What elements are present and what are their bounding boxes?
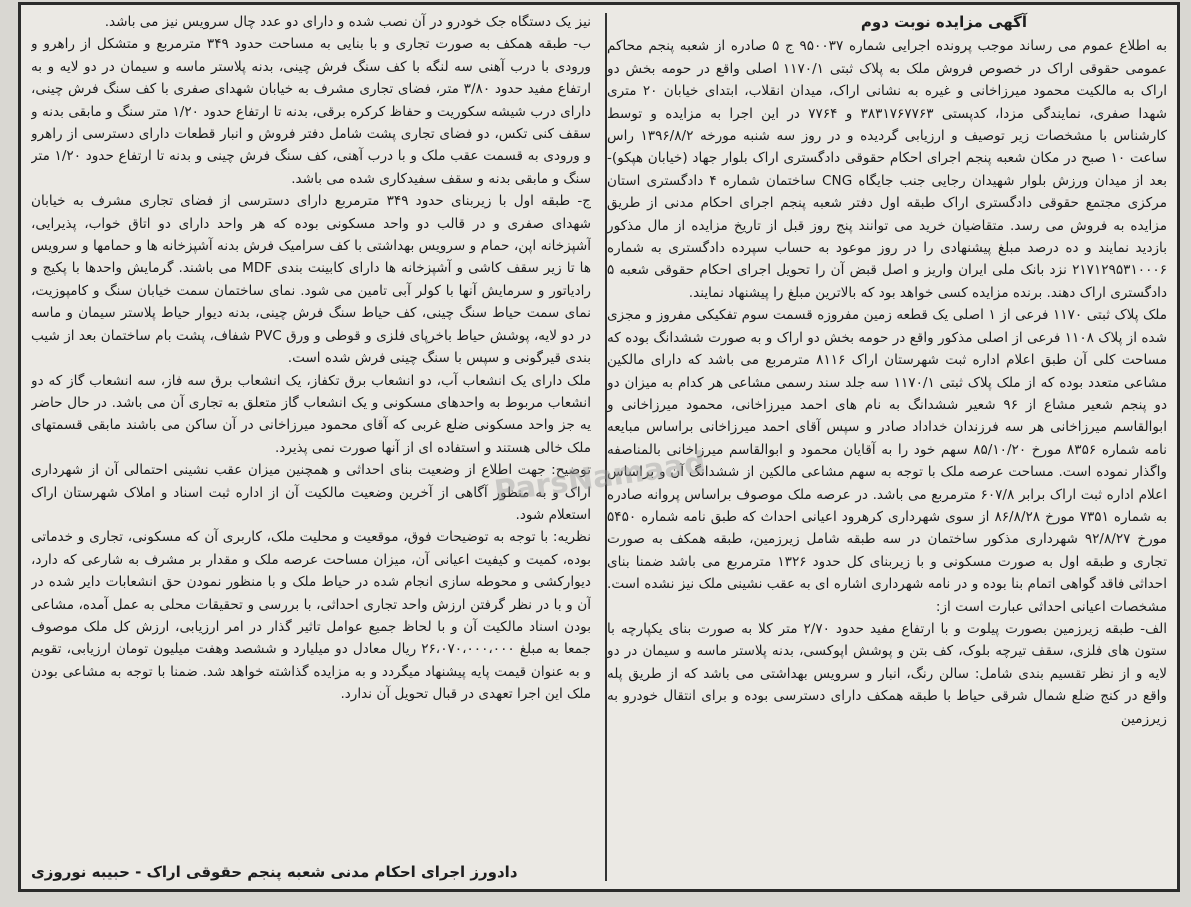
right-column [607,11,1167,883]
paragraph-continued: نیز یک دستگاه جک خودرو در آن نصب شده و دارای دو عدد چال سرویس نیز می باشد. [104,14,591,30]
paragraph-intro: به اطلاع عموم می رساند موجب پرونده اجرایی شماره ۹۵۰۰۳۷ ج ۵ صادره از شعبه پنجم محاکم عمومی حقوقی اراک در خصوص فروش ملک به پلاک ثبتی ۱۱۷۰/۱ اصلی واقع در حومه بخش دو اراک به مالکیت محمود میرزاخانی و غیره به نشانی اراک، میدان انقلاب، ابتدای خیابان ۲۰ متری شهدا صفری، نمایندگی مزدا، کدپستی ۳۸۳۱۷۶۷۷۶۳ و ۷۷۶۴ در این اجرا به مزایده و توسط کارشناس با مشخصات زیر توصیف و ارزیابی گردیده و در روز سه شنبه مورخه ۱۳۹۶/۸/۲ راس ساعت ۱۰ صبح در مکان شعبه پنجم اجرای احکام حقوقی دادگستری اراک بلوار جهاد (خیابان هپکو)- بعد از میدان ورزش بلوار شهیدان رجایی جنب جایگاه CNG ساختمان شماره ۴ دادگستری استان مرکزی مجتمع حقوقی دادگستری اراک طبقه اول دفتر شعبه پنجم اجرای احکام مدنی از طریق مزایده به فروش می رسد. متقاضیان خرید می توانند پنج روز قبل از تاریخ مزایده از مال مذکور بازدید نمایند و ده درصد مبلغ پیشنهادی را در روز موعود به حساب سپرده دادگستری به شماره ۲۱۷۱۲۹۵۳۱۰۰۰۶ نزد بانک ملی ایران واریز و اصل قبض آن را تحویل اجرای احکام حقوقی شعبه ۵ دادگستری اراک دهند. برنده مزایده کسی خواهد بود که بالاترین مبلغ را پیشنهاد نمایند. [607,38,1167,301]
paragraph-firstfloor: ج- طبقه اول با زیربنای حدود ۳۴۹ مترمربع دارای دسترسی از فضای تجاری مشرف به خیابان شهدای صفری و در قالب دو واحد مسکونی بوده که هر واحد دارای دو اتاق خواب، پذیرایی، آشپزخانه اپن، حمام و سرویس بهداشتی با کف سرامیک فرش بدنه آشپزخانه ها و حمامها و سرویس ها تا زیر سقف کاشی و آشپزخانه ها دارای کابینت بندی MDF می باشند. گرمایش واحدها با پکیج و رادیاتور و سرمایش آنها با کولر آبی تامین می شود. نمای ساختمان سمت خیابان سنگ و کامپوزیت، نمای سمت حیاط سنگ چینی، کف حیاط سنگ فرش چینی، بدنه دیوار حیاط پلاستر سیمان و ماسه در دو لایه، پوشش حیاط باخرپای فلزی و قوطی و ورق PVC شفاف، پشت بام ساختمان بعد از شیب بندی قیرگونی و سپس با سنگ چینی فرش شده است. [31,193,591,367]
paragraph-property: ملک پلاک ثبتی ۱۱۷۰ فرعی از ۱ اصلی یک قطعه زمین مفروزه قسمت سوم تفکیکی مفروز و مجزی شده از پلاک ۱۱۰۸ فرعی از اصلی مذکور واقع در حومه بخش دو اراک و به صورت ششدانگ بوده که مساحت کلی آن طبق اعلام اداره ثبت شهرستان اراک ۸۱۱۶ مترمربع می باشد که دارای مالکین مشاعی متعدد بوده که از ملک پلاک ثبتی ۱۱۷۰/۱ سه جلد سند رسمی مشاعی هر کدام به میزان دو دو پنجم شعیر مشاع از ۹۶ شعیر ششدانگ به نام های احمد میرزاخانی، محمود میرزاخانی و ابوالقاسم میرزاخانی هر سه فرزندان خداداد صادر و سپس آقای احمد میرزاخانی براساس مبایعه نامه شماره ۸۳۵۶ مورخ ۸۵/۱۰/۲۰ سهم خود را به آقایان محمود و ابوالقاسم میرزاخانی بالمناصفه واگذار نموده است. مساحت عرصه ملک با توجه به سهم مشاعی مالکین از ششدانگ آن و براساس اعلام اداره ثبت اراک برابر ۶۰۷/۸ مترمربع می باشد. در عرصه ملک موصوف براساس پروانه صادره به شماره ۷۳۵۱ مورخ ۸۶/۸/۲۸ از سوی شهرداری کرهرود اعیانی احداث که طبق نامه شماره ۵۴۵۰ مورخ ۹۲/۸/۲۷ شهرداری مذکور ساختمان در سه طبقه شامل زیرزمین، طبقه همکف به صورت تجاری و طبقه اول به صورت مسکونی و با زیربنای کل حدود ۱۳۲۶ مترمربع می باشد ضمنا بنای احداثی فاقد گواهی اتمام بنا بوده و در نامه شهرداری اشاره ای به عقب نشینی ملک نیز نشده است. مشخصات اعیانی احداثی عبارت است از: [607,307,1167,615]
watermark: ParsNamaad [492,445,708,510]
paragraph-utilities: ملک دارای یک انشعاب آب، دو انشعاب برق تکفاز، یک انشعاب برق سه فاز، سه انشعاب گاز که دو انشعاب مربوط به واحدهای مسکونی و یک انشعاب گاز متعلق به تجاری آن می باشد. در حال حاضر یه جز واحد مسکونی ضلع غربی که آقای محمود میرزاخانی در آن ساکن می باشند مابقی قسمتهای ملک خالی هستند و استفاده ای از آنها صورت نمی پذیرد. [31,372,591,456]
notice-title: آگهی مزایده نوبت دوم [860,13,1027,31]
paragraph-opinion: نظریه: با توجه به توضیحات فوق، موقعیت و محلیت ملک، کاربری آن که مسکونی، تجاری و خدماتی بوده، کمیت و کیفیت اعیانی آن، میزان مساحت عرصه ملک و مقدار بر مشرف به شارعی که دارد، دیوارکشی و محوطه سازی انجام شده در حیاط ملک و با منظور نمودن حق انشعابات دایر شده در آن و با در نظر گرفتن ارزش واحد تجاری احداثی، با بررسی و تحقیقات محلی به عمل آمده، مشاعی بودن اسناد مالکیت آن و با لحاظ جمیع عوامل تاثیر گذار در امر ارزیابی، ارزش کل ملک موصوف جمعا به مبلغ ۲۶،۰۷۰،۰۰۰،۰۰۰ ریال معادل دو میلیارد و ششصد وهفت میلیون تومان ارزیابی، تقویم و به عنوان قیمت پایه پیشنهاد میگردد و به مزایده گذاشته خواهد شد. ضمنا با توجه به مشاعی بودن ملک این اجرا تعهدی در قبال تحویل آن ندارد. [31,529,591,703]
signature-line: دادورز اجرای احکام مدنی شعبه پنجم حقوقی اراک - حبیبه نوروزی [31,862,518,881]
newspaper-clipping [18,2,1180,892]
paragraph-note: توضیح: جهت اطلاع از وضعیت بنای احداثی و همچنین میزان عقب نشینی احتمالی آن از شهرداری اراک و به منظور آگاهی از آخرین وضعیت مالکیت آن از اداره ثبت اسناد و املاک شهرستان اراک استعلام شود. [31,462,591,523]
left-column [31,11,591,883]
paragraph-basement: الف- طبقه زیرزمین بصورت پیلوت و با ارتفاع مفید حدود ۲/۷۰ متر کلا به صورت بنای یکپارچه با ستون های فلزی، سقف تیرچه بلوک، کف بتن و پوشش اپوکسی، بدنه پلاستر ماسه و سیمان در دو لایه و از نظر تقسیم بندی شامل: سالن رنگ، انبار و سرویس بهداشتی می باشد که از طریق پله واقع در کنج ضلع شمال شرقی حیاط با طبقه همکف دارای دسترسی بوده و برای انتقال خودرو به زیرزمین [607,620,1167,727]
paragraph-groundfloor: ب- طبقه همکف به صورت تجاری و با بنایی به مساحت حدود ۳۴۹ مترمربع و متشکل از راهرو و ورودی با درب آهنی سه لنگه با کف سنگ فرش چینی، بدنه پلاستر ماسه و سیمان در دو لایه و به ارتفاع مفید حدود ۳/۸۰ متر، فضای تجاری مشرف به خیابان شهدای صفری با کف سنگ فرش چینی، دارای درب شیشه سکوریت و حفاظ کرکره برقی، بدنه تا ارتفاع حدود ۱/۲۰ متر سنگ و مابقی بدنه و سقف کنی تکس، دو فضای تجاری پشت شامل دفتر فروش و انبار قطعات دارای دسترسی از راهرو و ورودی به قسمت عقب ملک و با درب آهنی، کف سنگ فرش چینی و بدنه تا ارتفاع حدود ۱/۲۰ متر سنگ و مابقی بدنه و سقف سفیدکاری شده می باشد. [31,36,591,187]
